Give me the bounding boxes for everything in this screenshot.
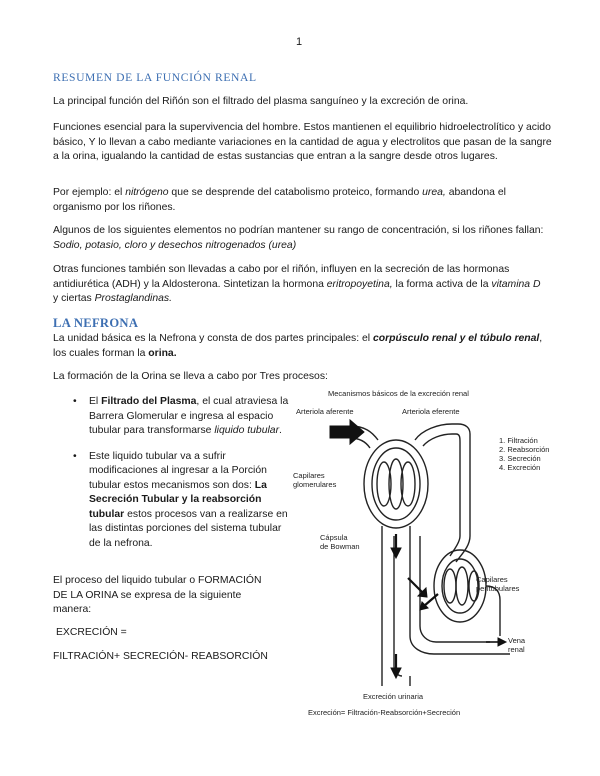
legend-item-4: 4. Excreción: [499, 463, 541, 472]
intro-paragraph: La principal función del Riñón son el filtrado del plasma sanguíneo y la excreción de orina.: [53, 96, 469, 107]
label-capilares-glomerulares-2: glomerulares: [293, 480, 337, 489]
label-arteriola-aferente: Arteriola aferente: [296, 407, 354, 416]
other-functions-paragraph: Otras funciones también son llevadas a cabo por el riñón, influyen en la secreción de las hormonas antidiurética (ADH) y la Aldosterona. Sintetizan la hormona eritropoyetina, la forma activa de la vitamina D y ciertas Prostaglandinas.: [53, 264, 541, 304]
page-number: 1: [296, 36, 303, 48]
formation-paragraph: La formación de la Orina se lleva a cabo por Tres procesos:: [53, 371, 328, 382]
label-excrecion-urinaria: Excreción urinaria: [363, 692, 424, 701]
label-capsula-2: de Bowman: [320, 542, 360, 551]
arrow-filtration-icon: [330, 420, 364, 444]
label-arteriola-eferente: Arteriola eferente: [402, 407, 460, 416]
functions-paragraph: Funciones esencial para la supervivencia del hombre. Estos mantienen el equilibrio hidroelectrolítico y acido básico, Y lo llevan a cabo mediante variaciones en la cantidad de agua y electrolitos que pasan de la sangre a la orina, igualando la cantidad de estas sustancias que entran a la sangre desde otros lugares.: [53, 122, 552, 162]
legend-item-3: 3. Secreción: [499, 454, 541, 463]
legend-item-2: 2. Reabsorción: [499, 445, 550, 454]
formula-line-2: FILTRACIÓN+ SECRECIÓN- REABSORCIÓN: [53, 651, 268, 662]
process-list: [73, 395, 289, 551]
process-paragraph: El proceso del liquido tubular o FORMACIÓN DE LA ORINA se expresa de la siguiente manera:: [53, 575, 262, 615]
diagram-title: Mecanismos básicos de la excreción renal: [328, 389, 469, 398]
list-item: • El Filtrado del Plasma, el cual atraviesa la Barrera Glomerular e ingresa al espacio tubular para transformarse liquido tubular.: [73, 396, 289, 436]
arrow-vena-renal-icon: [498, 638, 506, 646]
elements-paragraph: Algunos de los siguientes elementos no podrían mantener su rango de concentración, si los riñones fallan: Sodio, potasio, cloro y desechos nitrogenados (urea): [53, 225, 544, 251]
bullet-icon: •: [73, 450, 77, 462]
nephron-diagram: [290, 386, 560, 720]
label-capilares-peritubulares-2: peritubulares: [476, 584, 520, 593]
page-title: RESUMEN DE LA FUNCIÓN RENAL: [53, 71, 257, 84]
label-capsula-1: Cápsula: [320, 533, 348, 542]
label-vena-1: Vena: [508, 636, 526, 645]
example-paragraph: Por ejemplo: el nitrógeno que se desprende del catabolismo proteico, formando urea, abandona el organismo por los riñones.: [53, 187, 506, 213]
list-item: • Este liquido tubular va a sufrir modificaciones al ingresar a la Porción tubular estos mecanismos son dos: La Secreción Tubular y la reabsorción tubular estos procesos van a realizarse en las distintas porciones del sistema tubular de la nefrona.: [73, 450, 288, 549]
formula-line-1: EXCRECIÓN =: [56, 627, 127, 638]
arrow-excretion-icon: [391, 668, 401, 678]
nephron-drawing: [350, 424, 510, 686]
label-capilares-glomerulares-1: Capilares: [293, 471, 325, 480]
arrow-down-icon: [391, 548, 401, 558]
section-title-nefrona: LA NEFRONA: [53, 316, 139, 330]
bowman-capsule-outer: [364, 440, 428, 528]
label-vena-2: renal: [508, 645, 525, 654]
nefrona-paragraph: La unidad básica es la Nefrona y consta de dos partes principales: el corpúsculo renal y el túbulo renal, los cuales forman la orina.: [53, 333, 543, 359]
diagram-formula: Excreción= Filtración-Reabsorción+Secreción: [308, 708, 461, 717]
legend-item-1: 1. Filtración: [499, 436, 538, 445]
bullet-icon: •: [73, 396, 77, 407]
label-capilares-peritubulares-1: Capilares: [476, 575, 508, 584]
